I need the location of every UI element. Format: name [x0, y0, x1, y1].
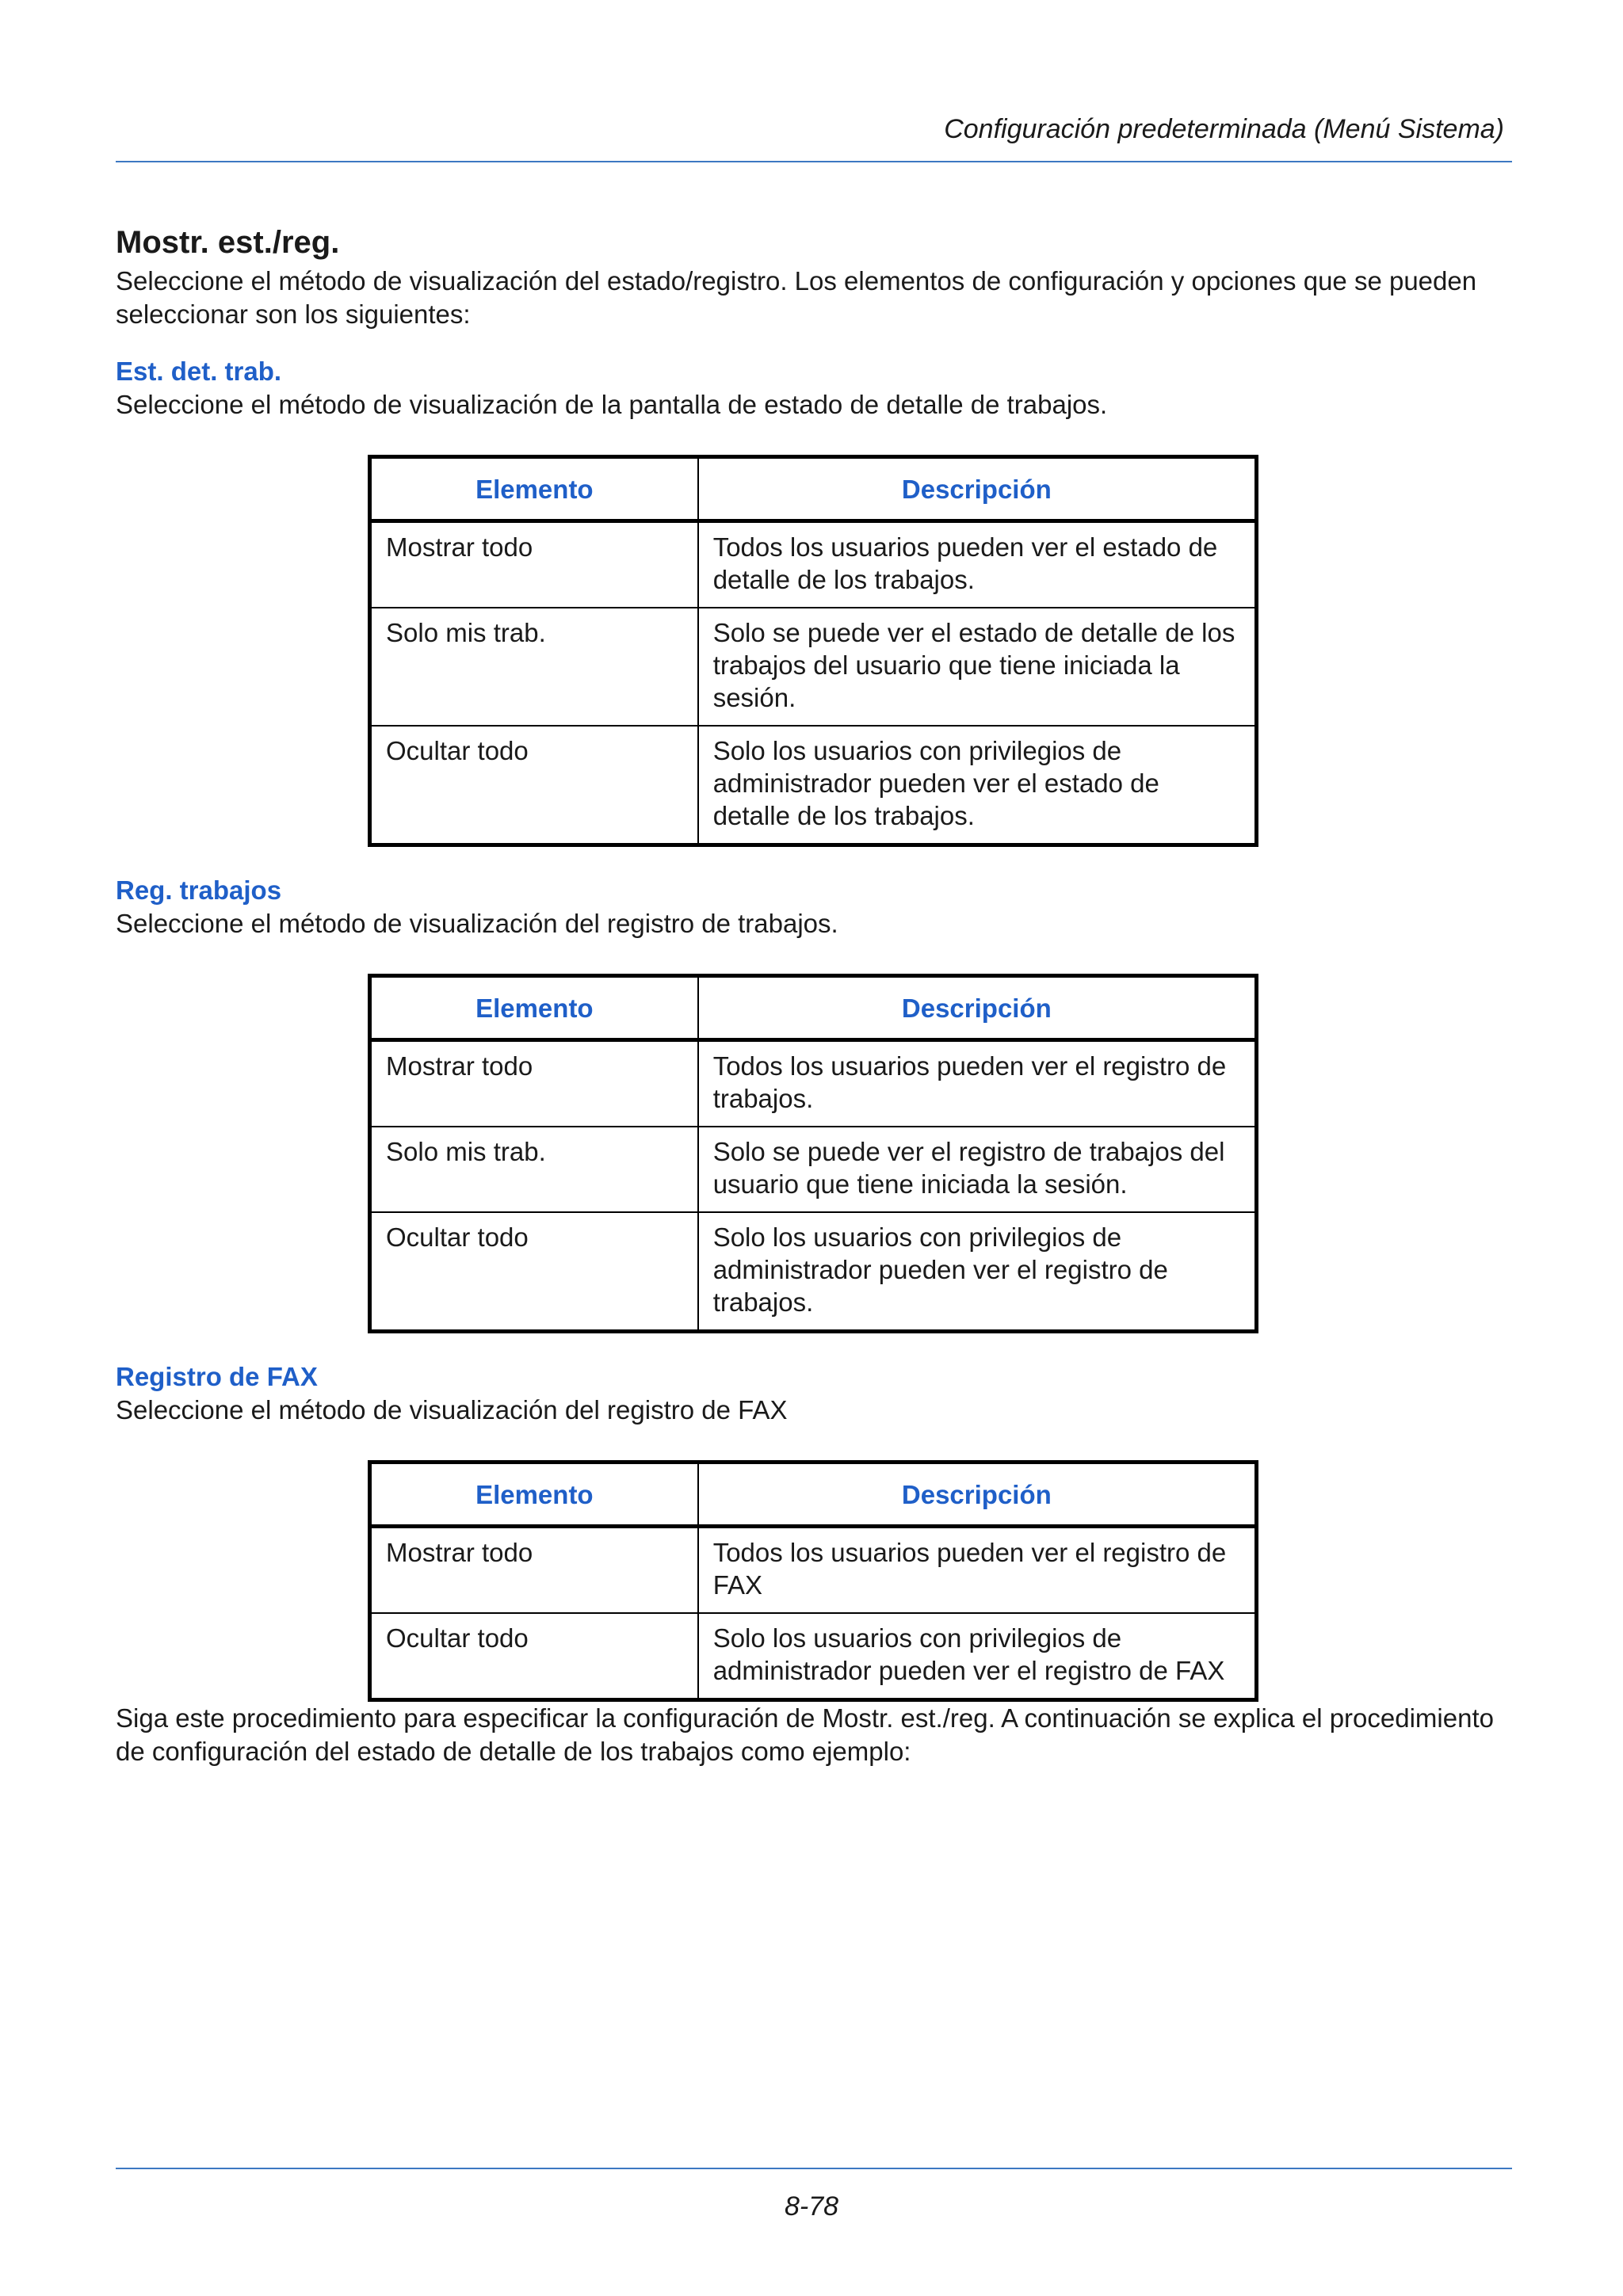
main-content [116, 220, 1512, 1768]
table-cell-element: Ocultar todo [370, 1212, 698, 1332]
table-header-row [370, 1463, 1257, 1527]
subheading-registro-fax: Registro de FAX [116, 1362, 318, 1391]
table-row [370, 1127, 1257, 1212]
column-header-element: Elemento [370, 1463, 698, 1527]
table-cell-element: Mostrar todo [370, 1527, 698, 1614]
table-row [370, 521, 1257, 608]
header-rule [116, 161, 1512, 162]
table-row [370, 1212, 1257, 1332]
running-header: Configuración predeterminada (Menú Sistema) [944, 114, 1504, 144]
closing-paragraph: Siga este procedimiento para especificar la configuración de Mostr. est./reg. A continuación se explica el procedimiento de configuración del estado de detalle de los trabajos como ejemplo: [116, 1703, 1494, 1766]
options-table-reg-trabajos [368, 974, 1258, 1333]
column-header-description: Descripción [698, 976, 1257, 1040]
table-row [370, 1040, 1257, 1127]
lead-reg-trabajos: Seleccione el método de visualización del registro de trabajos. [116, 909, 838, 938]
table-cell-description: Solo se puede ver el estado de detalle de los trabajos del usuario que tiene iniciada la sesión. [698, 608, 1257, 726]
column-header-element: Elemento [370, 457, 698, 521]
subheading-reg-trabajos: Reg. trabajos [116, 875, 282, 905]
options-table-registro-fax [368, 1460, 1258, 1702]
section-title: Mostr. est./reg. [116, 225, 340, 260]
table-header-row [370, 457, 1257, 521]
table-cell-description: Todos los usuarios pueden ver el registro de trabajos. [712, 1051, 1227, 1113]
column-header-element: Elemento [370, 976, 698, 1040]
table-cell-element: Ocultar todo [370, 1613, 698, 1700]
table-cell-element: Solo mis trab. [370, 1127, 698, 1212]
table-cell-description: Todos los usuarios pueden ver el registro de FAX [712, 1538, 1227, 1600]
table-cell-description: Solo se puede ver el registro de trabajos del usuario que tiene iniciada la sesión. [698, 1127, 1257, 1212]
table-cell-element: Solo mis trab. [370, 608, 698, 726]
table-cell-description: Solo los usuarios con privilegios de administrador pueden ver el registro de trabajos. [698, 1212, 1257, 1332]
table-row [370, 1527, 1257, 1614]
table-cell-description: Solo los usuarios con privilegios de administrador pueden ver el estado de detalle de los trabajos. [698, 726, 1257, 845]
page-number: 8-78 [784, 2191, 839, 2222]
table-cell-element: Mostrar todo [370, 1040, 698, 1127]
lead-registro-fax: Seleccione el método de visualización del registro de FAX [116, 1395, 788, 1425]
table-row [370, 726, 1257, 845]
subheading-est-det-trab: Est. det. trab. [116, 357, 282, 386]
table-cell-description: Todos los usuarios pueden ver el estado de detalle de los trabajos. [712, 532, 1218, 594]
table-header-row [370, 976, 1257, 1040]
table-cell-element: Mostrar todo [370, 521, 698, 608]
column-header-description: Descripción [698, 1463, 1257, 1527]
lead-est-det-trab: Seleccione el método de visualización de la pantalla de estado de detalle de trabajos. [116, 390, 1108, 419]
column-header-description: Descripción [698, 457, 1257, 521]
section-intro: Seleccione el método de visualización del estado/registro. Los elementos de configuración y opciones que se pueden seleccionar son los siguientes: [116, 266, 1477, 329]
table-cell-element: Ocultar todo [370, 726, 698, 845]
table-row [370, 608, 1257, 726]
options-table-est-det-trab [368, 455, 1258, 847]
table-cell-description: Solo los usuarios con privilegios de administrador pueden ver el registro de FAX [698, 1613, 1257, 1700]
footer-rule [116, 2168, 1512, 2169]
table-row [370, 1613, 1257, 1700]
